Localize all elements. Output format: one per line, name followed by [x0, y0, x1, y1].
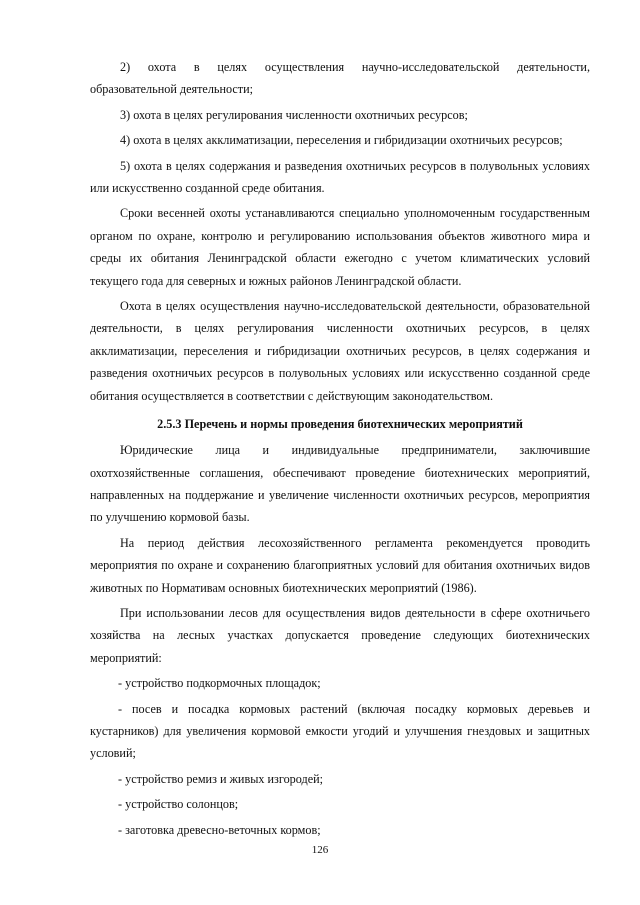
paragraph: 4) охота в целях акклиматизации, переселения и гибридизации охотничьих ресурсов;: [120, 133, 563, 148]
page-number: 126: [311, 844, 329, 856]
list-item: - устройство ремиз и живых изгородей;: [118, 771, 324, 786]
list-item: - посев и посадка кормовых растений (включая посадку кормовых деревьев и кустарников) для увеличения кормовой емкости угодий и улучшения гнездовых и защитных условий;: [90, 701, 590, 761]
list-item: - устройство солонцов;: [118, 797, 239, 812]
paragraph: Охота в целях осуществления научно-исследовательской деятельности, образовательной деятельности, в целях регулирования численности охотничьих ресурсов, в целях акклиматизации, переселения и гибридизации охотничьих ресурсов, в целях содержания и разведения охотничьих ресурсов в полувольных условиях или искусственно созданной среде обитания осуществляется в соответствии с действующим законодательством.: [90, 299, 590, 403]
paragraph: На период действия лесохозяйственного регламента рекомендуется проводить мероприятия по охране и сохранению благоприятных условий для обитания охотничьих видов животных по Нормативам основных биотехнических мероприятий (1986).: [90, 535, 590, 595]
paragraph: Сроки весенней охоты устанавливаются специально уполномоченным государственным органом по охране, контролю и регулированию использования объектов животного мира и среды их обитания Ленинградской области ежегодно с учетом климатических условий текущего года для северных и южных районов Ленинградской области.: [90, 206, 590, 288]
paragraph: Юридические лица и индивидуальные предприниматели, заключившие охотхозяйственные соглашения, обеспечивают проведение биотехнических мероприятий, направленных на поддержание и увеличение численности охотничьих ресурсов, мероприятия по улучшению кормовой базы.: [90, 443, 590, 525]
list-item: - заготовка древесно-веточных кормов;: [118, 822, 321, 837]
section-heading: 2.5.3 Перечень и нормы проведения биотехнических мероприятий: [157, 417, 523, 432]
paragraph: 3) охота в целях регулирования численности охотничьих ресурсов;: [120, 107, 468, 122]
list-item: - устройство подкормочных площадок;: [118, 676, 321, 691]
paragraph: 2) охота в целях осуществления научно-исследовательской деятельности, образовательной деятельности;: [90, 60, 590, 97]
paragraph: 5) охота в целях содержания и разведения охотничьих ресурсов в полувольных условиях или искусственно созданной среде обитания.: [90, 158, 590, 196]
paragraph: При использовании лесов для осуществления видов деятельности в сфере охотничьего хозяйства на лесных участках допускается проведение следующих биотехнических мероприятий:: [90, 605, 590, 665]
